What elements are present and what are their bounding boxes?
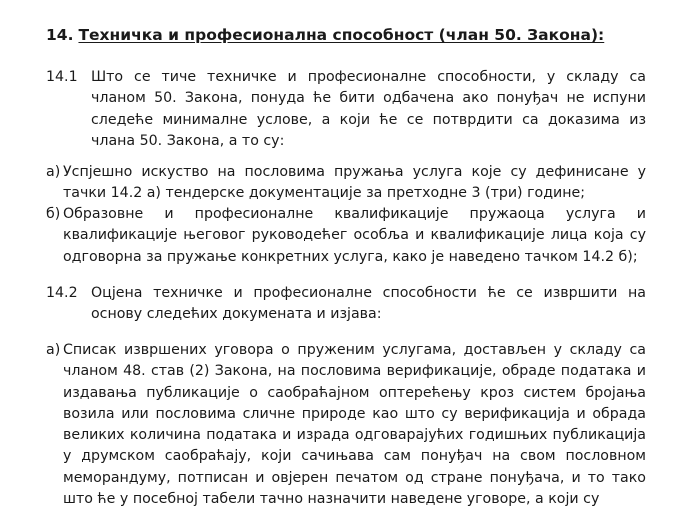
item-text-a2: Списак извршених уговора о пруженим услугама, достављен у складу са чланом 48. став (2) Закона, на пословима верификације, обраде података и издавања публикације о саобраћајном оптерећењу кроз систем бројања возила или пословима сличне природе као што су верификација и обрада великих количина података и израда одговарајућих годишњих публикација у друмском саобраћају, који сачињава сам понуђач на свом пословном меморандуму, потписан и овјерен печатом од стране понуђача, и то тако што ће у посебној табели тачно назначити наведене уговоре, а који су: [63, 342, 646, 508]
item-text-14-1: Што се тиче техничке и професионалне способности, у складу са чланом 50. Закона, понуда ће бити одбачена ако понуђач не испуни следеће минималне услове, а који ће се потврдити са доказима из члана 50. Закона, а то су:: [91, 69, 646, 149]
item-text-b1: Образовне и професионалне квалификације пружаоца услуга и квалификације његовог руководећег особља и квалификације лица која су одговорна за пружање конкретних услуга, како је наведено тачком 14.2 б);: [63, 206, 646, 265]
section-number: 14.: [46, 26, 74, 44]
item-label-14-1: 14.1: [46, 69, 78, 85]
item-text-a1: Успјешно искуство на пословима пружања услуга које су дефинисане у тачки 14.2 а) тендерске документације за претходне 3 (три) године;: [63, 164, 646, 202]
item-text-14-2: Оцјена техничке и професионалне способности ће се извршити на основу следећих докумената и изјава:: [91, 285, 646, 323]
item-label-14-2: 14.2: [46, 285, 78, 301]
item-label-a2: а): [46, 342, 61, 358]
section-title: Техничка и професионална способност (члан 50. Закона):: [78, 26, 605, 44]
item-label-a1: а): [46, 164, 61, 180]
item-label-b1: б): [46, 206, 61, 222]
section-heading: [46, 23, 646, 47]
